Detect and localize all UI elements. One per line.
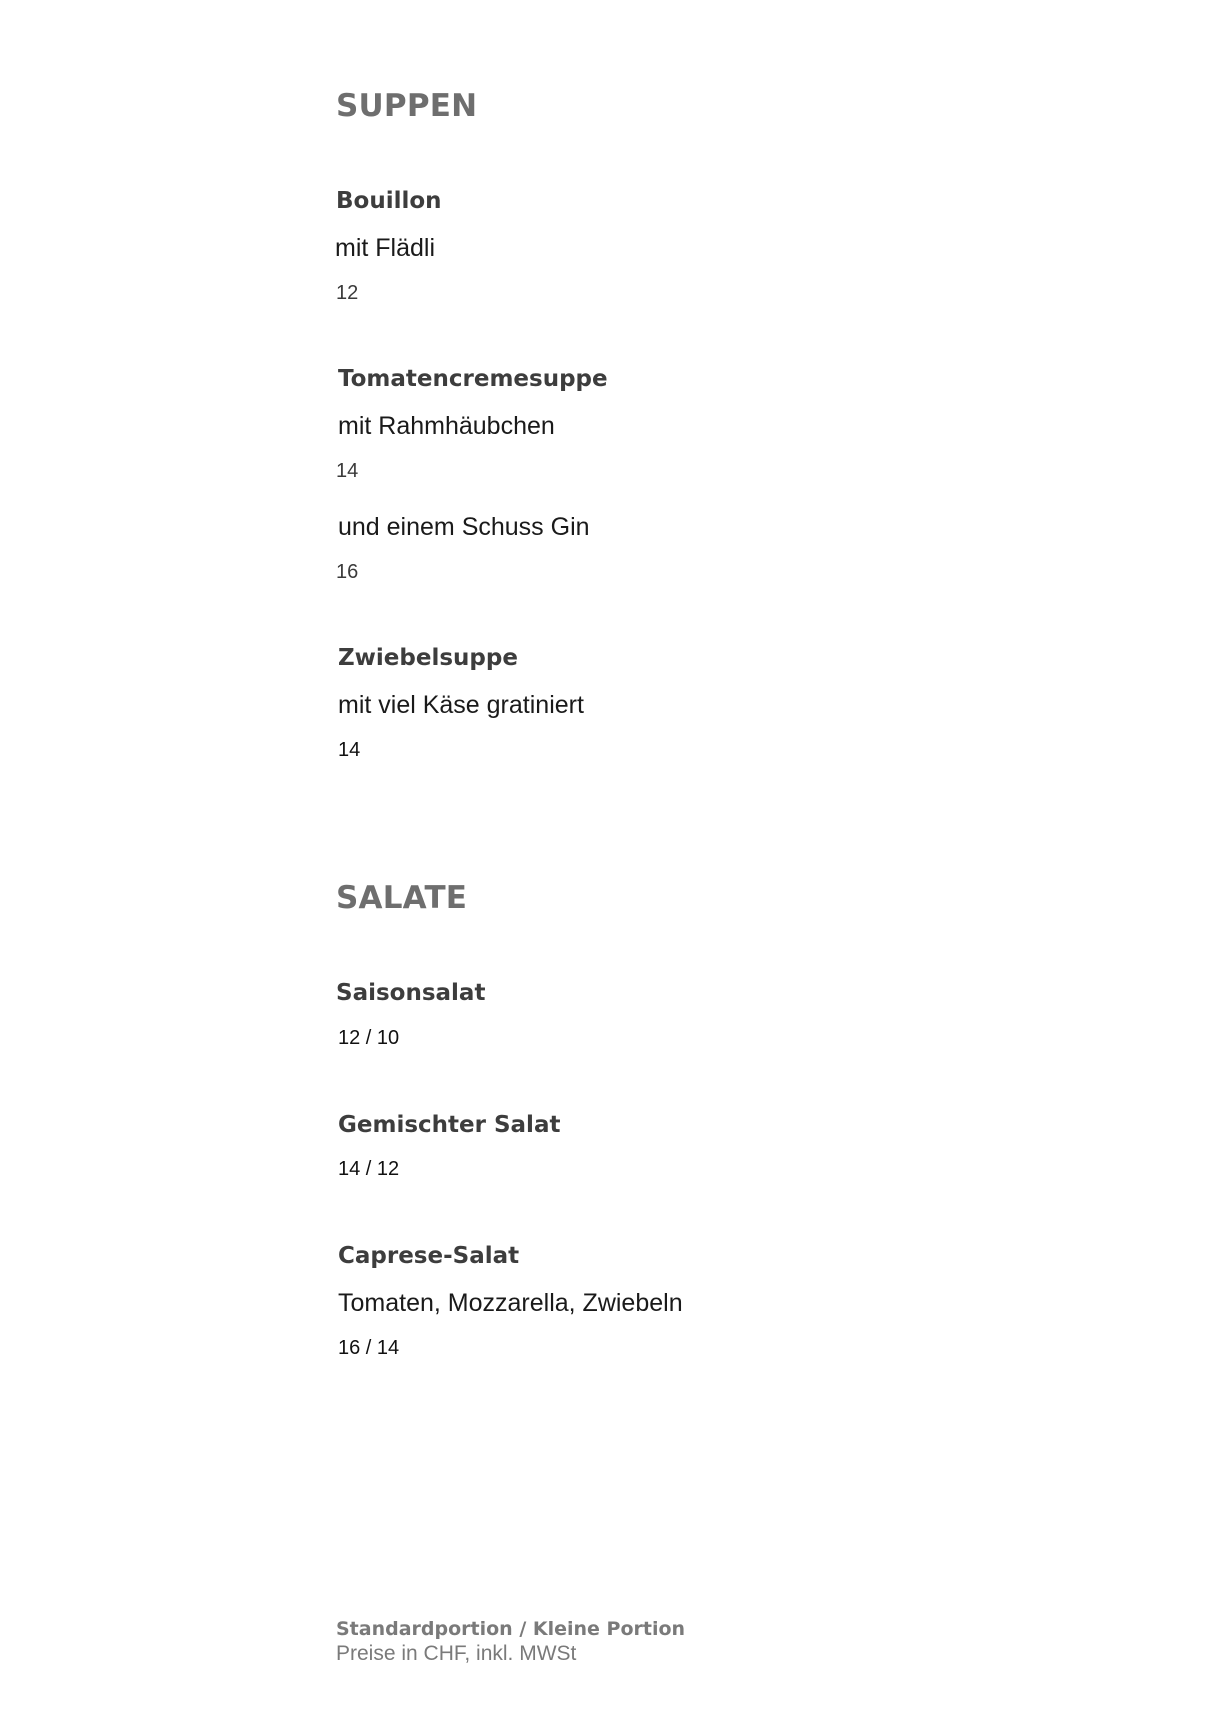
item-name: Zwiebelsuppe — [338, 645, 518, 671]
item-price: 16 / 14 — [338, 1337, 400, 1359]
item-price: 14 — [336, 460, 359, 482]
item-name: Saisonsalat — [336, 980, 486, 1006]
section-title-salate: SALATE — [336, 880, 468, 916]
item-name: Tomatencremesuppe — [338, 366, 608, 392]
section-title-suppen: SUPPEN — [336, 88, 478, 124]
item-price: 12 / 10 — [338, 1027, 400, 1049]
item-description: Tomaten, Mozzarella, Zwiebeln — [338, 1289, 683, 1317]
item-name: Caprese-Salat — [338, 1243, 520, 1269]
item-description: mit Rahmhäubchen — [338, 412, 555, 440]
item-name: Bouillon — [336, 188, 442, 214]
item-description: mit viel Käse gratiniert — [338, 691, 584, 719]
item-name: Gemischter Salat — [338, 1112, 561, 1138]
item-price: 14 — [338, 739, 361, 761]
item-price: 14 / 12 — [338, 1158, 400, 1180]
item-variant-price: 16 — [336, 561, 359, 583]
portion-note: Standardportion / Kleine Portion — [336, 1618, 686, 1640]
price-note: Preise in CHF, inkl. MWSt — [336, 1642, 577, 1665]
item-description: mit Flädli — [335, 234, 436, 262]
item-price: 12 — [336, 282, 359, 304]
item-variant-description: und einem Schuss Gin — [338, 513, 590, 541]
